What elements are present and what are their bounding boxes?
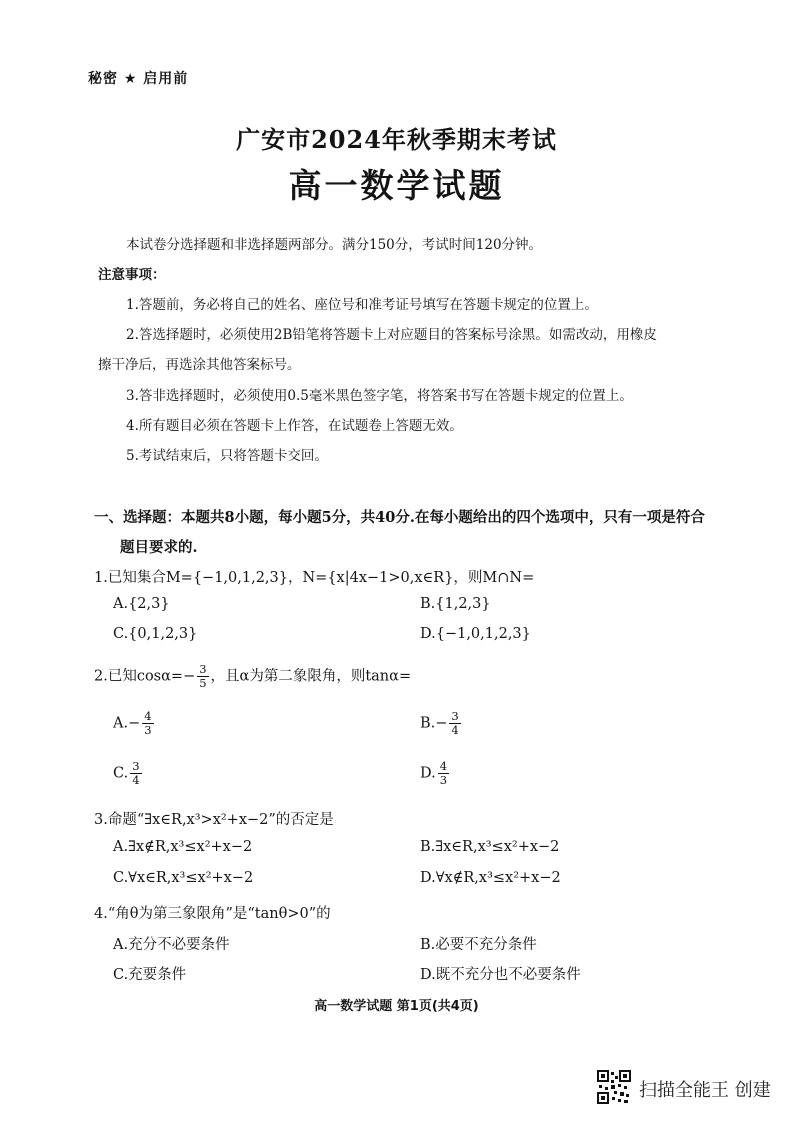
section-heading: 一、选择题：本题共8小题，每小题5分，共40分.在每小题给出的四个选项中，只有一项是符合 xyxy=(94,509,705,526)
question-1-option-b: B.{1,2,3} xyxy=(420,596,491,612)
fraction-denominator: 3 xyxy=(144,723,152,737)
option-fraction xyxy=(142,710,153,737)
note-item-4: 4.所有题目必须在答题卡上作答，在试题卷上答题无效。 xyxy=(126,418,463,434)
fraction-numerator: 3 xyxy=(199,662,207,676)
fraction-numerator: 3 xyxy=(132,759,140,773)
question-3-option-a: A.∃x∉R,x³≤x²+x−2 xyxy=(113,839,253,855)
question-4-option-b: B.必要不充分条件 xyxy=(420,937,537,953)
question-2-option-c xyxy=(113,760,144,787)
option-label: D. xyxy=(420,765,436,782)
intro-text: 本试卷分选择题和非选择题两部分。满分150分，考试时间120分钟。 xyxy=(126,237,543,253)
notes-heading: 注意事项： xyxy=(98,267,166,283)
subject-title: 高一数学试题 xyxy=(288,166,505,205)
note-item-3: 3.答非选择题时，必须使用0.5毫米黑色签字笔，将答案书写在答题卡规定的位置上。 xyxy=(126,388,633,404)
question-3-option-b: B.∃x∈R,x³≤x²+x−2 xyxy=(420,839,560,855)
confidential-label: 秘密 ★ 启用前 xyxy=(88,71,189,87)
question-2-stem-pre: 2.已知cosα=− xyxy=(94,668,196,685)
option-label: B.− xyxy=(420,715,448,732)
fraction-numerator: 4 xyxy=(439,759,448,773)
question-1-option-a: A.{2,3} xyxy=(113,596,170,612)
question-2-stem-post: ，且α为第二象限角，则tanα= xyxy=(210,668,412,685)
note-item-2: 2.答选择题时，必须使用2B铅笔将答题卡上对应题目的答案标号涂黑。如需改动，用橡皮 xyxy=(126,327,657,343)
fraction-numerator: 3 xyxy=(451,709,459,723)
fraction-denominator: 5 xyxy=(199,676,207,690)
question-3-option-c: C.∀x∈R,x³≤x²+x−2 xyxy=(113,870,254,886)
fraction-numerator: 4 xyxy=(144,709,152,723)
question-1-option-d: D.{−1,0,1,2,3} xyxy=(420,626,531,642)
option-label: A.− xyxy=(113,715,141,732)
note-item-2-cont: 擦干净后，再选涂其他答案标号。 xyxy=(98,357,301,373)
option-fraction xyxy=(130,760,141,787)
question-1-option-c: C.{0,1,2,3} xyxy=(113,626,198,642)
question-2-stem xyxy=(94,663,411,690)
question-4-option-c: C.充要条件 xyxy=(113,967,187,983)
question-4-option-d: D.既不充分也不必要条件 xyxy=(420,967,581,983)
option-fraction xyxy=(438,760,449,787)
section-heading-cont: 题目要求的. xyxy=(120,539,198,556)
note-item-1: 1.答题前，务必将自己的姓名、座位号和准考证号填写在答题卡规定的位置上。 xyxy=(126,297,598,313)
question-4-option-a: A.充分不必要条件 xyxy=(113,937,230,953)
fraction-denominator: 3 xyxy=(439,773,448,787)
question-3-stem: 3.命题“∃x∈R,x³>x²+x−2”的否定是 xyxy=(94,812,334,828)
fraction-denominator: 4 xyxy=(451,723,459,737)
scanner-brand-watermark: 扫描全能王 创建 xyxy=(639,1080,771,1101)
page-footer: 高一数学试题 第1页(共4页) xyxy=(314,999,479,1014)
exam-title: 广安市2024年秋季期末考试 xyxy=(236,125,557,154)
question-4-stem: 4.“角θ为第三象限角”是“tanθ>0”的 xyxy=(94,906,331,922)
question-2-option-a xyxy=(113,710,156,737)
question-2-fraction xyxy=(197,663,208,690)
question-2-option-d xyxy=(420,760,451,787)
option-fraction xyxy=(449,710,460,737)
question-3-option-d: D.∀x∉R,x³≤x²+x−2 xyxy=(420,870,561,886)
option-label: C. xyxy=(113,765,129,782)
qr-code-icon xyxy=(597,1070,631,1104)
fraction-denominator: 4 xyxy=(132,773,140,787)
note-item-5: 5.考试结束后，只将答题卡交回。 xyxy=(126,448,328,464)
question-1-stem: 1.已知集合M={−1,0,1,2,3}，N={x|4x−1>0,x∈R}，则M∩N= xyxy=(94,570,535,586)
question-2-option-b xyxy=(420,710,463,737)
